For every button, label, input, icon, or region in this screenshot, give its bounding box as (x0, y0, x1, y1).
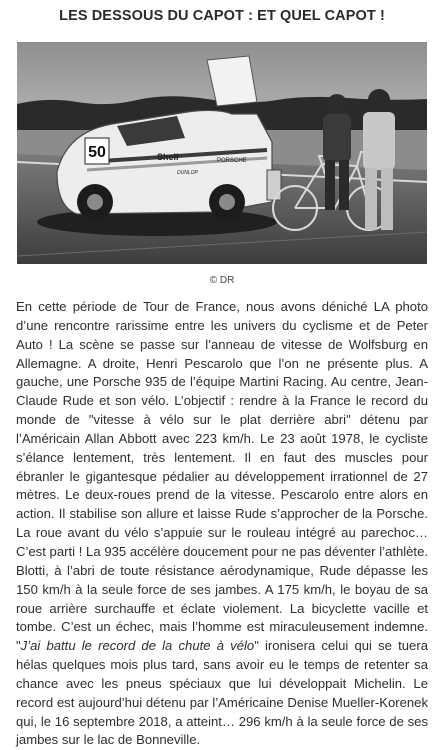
photo-credit: © DR (209, 275, 235, 286)
sponsor-label-dunlop: DUNLOP (177, 170, 198, 176)
article-text-part2: " ironisera celui qui se tuera hélas quelques mois plus tard, sans avoir eu le temps de retenter sa chance avec les pneus spéciaux que lui développait Michelin. Le record est aujourd’hui détenu par l’Américaine Denise Mueller-Korenek qui, le 16 septembre 2018, a atteint… 296 km/h à la seule force de ses jambes sur le lac de Bonneville. (16, 638, 428, 748)
article-body (16, 298, 428, 750)
article-photo (17, 42, 427, 264)
car-number: 50 (88, 144, 106, 161)
sponsor-label-shell: Shell (157, 152, 179, 162)
sponsor-label-porsche: PORSCHE (217, 158, 247, 164)
article-text-part1: En cette période de Tour de France, nous avons déniché LA photo d’une rencontre rarissime entre les univers du cyclisme et de Peter Auto ! La scène se passe sur l’anneau de vitesse de Wolfsburg en Allemagne. A droite, Henri Pescarolo que l’on ne présente plus. A gauche, une Porsche 935 de l’équipe Martini Racing. Au centre, Jean-Claude Rude et son vélo. L’objectif : rendre à la France le record du monde de "vitesse à vélo sur le plat derrière abri" détenu par l’Américain Allan Abbott avec 223 km/h. Le 23 août 1978, le cycliste s’élance lentement, très lentement. Il en faut des muscles pour ébranler le gigantesque pédalier au développement irrationnel de 27 mètres. Le deux-roues prend de la vitesse. Pescarolo entre alors en action. Il stabilise son allure et laisse Rude s’approcher de la Porsche. La roue avant du vélo s’appuie sur le rouleau intégré au parechoc… C’est parti ! La 935 accélère doucement pour ne pas déventer l’athlète. Blotti, à l’abri de toute résistance aérodynamique, Rude dépasse les 150 km/h à la seule force de ses jambes. A 175 km/h, le boyau de sa roue arrière surchauffe et éclate violement. La bicyclette vacille et tombe. C’est un échec, mais l’homme est miraculeusement indemne. " (16, 299, 428, 654)
page-title: LES DESSOUS DU CAPOT : ET QUEL CAPOT ! (59, 8, 385, 24)
porsche-bicycle-photo (17, 42, 427, 264)
article-quote: J’ai battu le record de la chute à vélo (20, 638, 255, 654)
